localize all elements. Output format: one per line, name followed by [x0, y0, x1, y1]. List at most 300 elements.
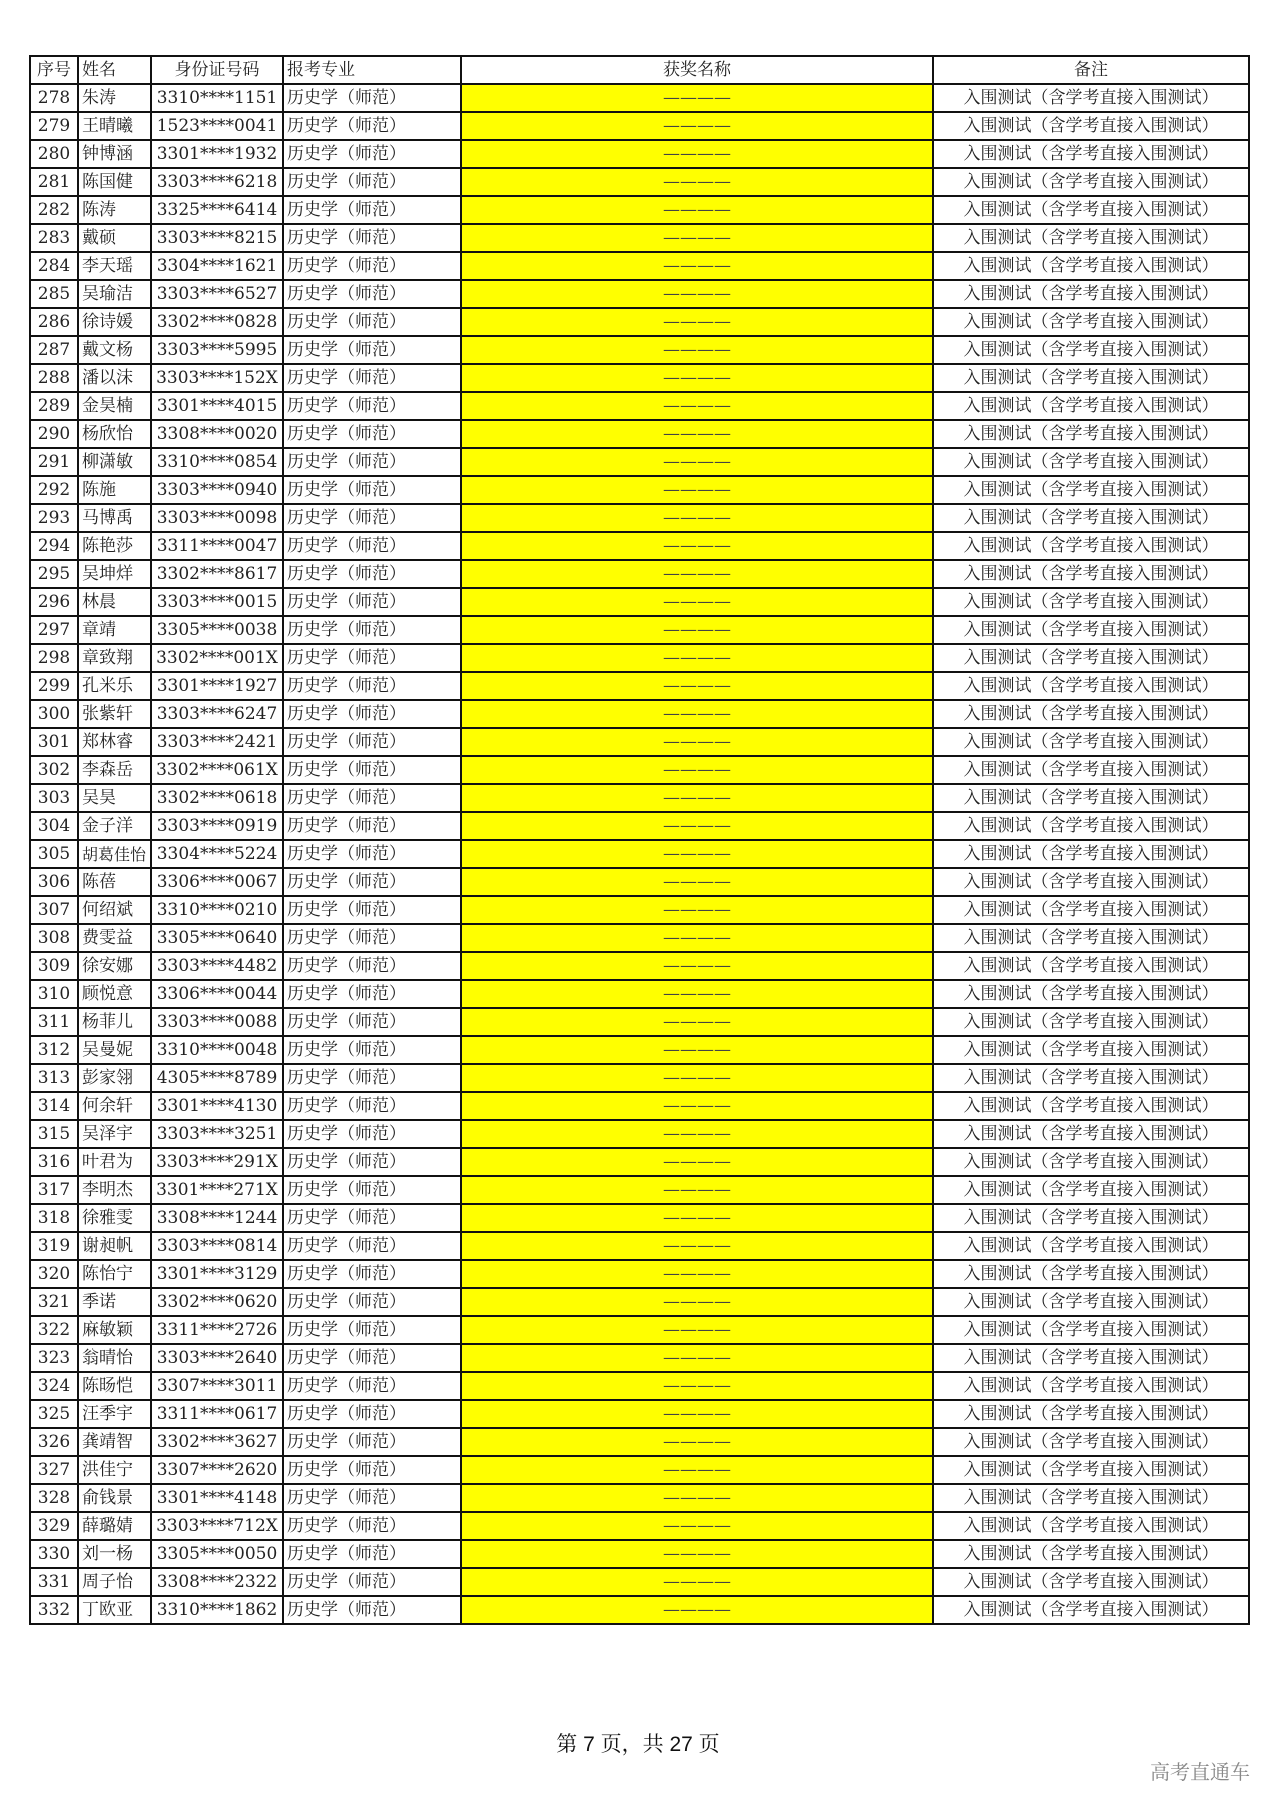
- row-index: 284: [30, 252, 78, 280]
- row-index: 314: [30, 1092, 78, 1120]
- row-index: 299: [30, 672, 78, 700]
- table-body: [30, 84, 1249, 1624]
- row-major: 历史学（师范）: [283, 1064, 461, 1092]
- row-note: 入围测试（含学考直接入围测试）: [933, 980, 1249, 1008]
- row-major: 历史学（师范）: [283, 252, 461, 280]
- row-note: 入围测试（含学考直接入围测试）: [933, 1008, 1249, 1036]
- row-index: 291: [30, 448, 78, 476]
- row-id-number: 3302****0828: [151, 308, 283, 336]
- row-award: ————: [461, 308, 933, 336]
- row-index: 286: [30, 308, 78, 336]
- row-name: 吴瑜洁: [78, 280, 151, 308]
- row-name: 吴昊: [78, 784, 151, 812]
- row-id-number: 3303****2640: [151, 1344, 283, 1372]
- row-major: 历史学（师范）: [283, 308, 461, 336]
- row-major: 历史学（师范）: [283, 700, 461, 728]
- results-table: [29, 55, 1250, 1625]
- row-name: 杨欣怡: [78, 420, 151, 448]
- header-id-number: 身份证号码: [151, 56, 283, 84]
- row-major: 历史学（师范）: [283, 1568, 461, 1596]
- row-award: ————: [461, 336, 933, 364]
- table-row: [30, 1260, 1249, 1288]
- row-index: 279: [30, 112, 78, 140]
- row-index: 312: [30, 1036, 78, 1064]
- row-award: ————: [461, 532, 933, 560]
- row-id-number: 4305****8789: [151, 1064, 283, 1092]
- row-note: 入围测试（含学考直接入围测试）: [933, 1316, 1249, 1344]
- table-row: [30, 616, 1249, 644]
- row-name: 杨菲儿: [78, 1008, 151, 1036]
- row-note: 入围测试（含学考直接入围测试）: [933, 1372, 1249, 1400]
- row-award: ————: [461, 1568, 933, 1596]
- row-major: 历史学（师范）: [283, 924, 461, 952]
- table-row: [30, 140, 1249, 168]
- row-index: 298: [30, 644, 78, 672]
- row-id-number: 3303****152X: [151, 364, 283, 392]
- row-id-number: 3305****0050: [151, 1540, 283, 1568]
- row-note: 入围测试（含学考直接入围测试）: [933, 756, 1249, 784]
- row-id-number: 3303****6527: [151, 280, 283, 308]
- row-note: 入围测试（含学考直接入围测试）: [933, 392, 1249, 420]
- table-row: [30, 1204, 1249, 1232]
- row-note: 入围测试（含学考直接入围测试）: [933, 588, 1249, 616]
- row-major: 历史学（师范）: [283, 196, 461, 224]
- row-id-number: 3308****0020: [151, 420, 283, 448]
- table-row: [30, 1092, 1249, 1120]
- table-row: [30, 1596, 1249, 1624]
- row-note: 入围测试（含学考直接入围测试）: [933, 1232, 1249, 1260]
- row-note: 入围测试（含学考直接入围测试）: [933, 1512, 1249, 1540]
- row-name: 章靖: [78, 616, 151, 644]
- row-major: 历史学（师范）: [283, 1456, 461, 1484]
- row-award: ————: [461, 504, 933, 532]
- row-id-number: 3302****0620: [151, 1288, 283, 1316]
- row-name: 陈旸恺: [78, 1372, 151, 1400]
- table-row: [30, 840, 1249, 868]
- row-note: 入围测试（含学考直接入围测试）: [933, 140, 1249, 168]
- row-index: 295: [30, 560, 78, 588]
- row-id-number: 3311****0047: [151, 532, 283, 560]
- row-note: 入围测试（含学考直接入围测试）: [933, 1484, 1249, 1512]
- row-award: ————: [461, 420, 933, 448]
- row-award: ————: [461, 392, 933, 420]
- row-id-number: 3310****1862: [151, 1596, 283, 1624]
- row-id-number: 3301****1927: [151, 672, 283, 700]
- row-note: 入围测试（含学考直接入围测试）: [933, 1540, 1249, 1568]
- row-award: ————: [461, 1064, 933, 1092]
- table-row: [30, 196, 1249, 224]
- row-note: 入围测试（含学考直接入围测试）: [933, 1568, 1249, 1596]
- row-major: 历史学（师范）: [283, 588, 461, 616]
- row-note: 入围测试（含学考直接入围测试）: [933, 476, 1249, 504]
- table-row: [30, 1372, 1249, 1400]
- watermark: 高考直通车: [1150, 1762, 1250, 1784]
- row-major: 历史学（师范）: [283, 1204, 461, 1232]
- row-note: 入围测试（含学考直接入围测试）: [933, 1204, 1249, 1232]
- row-index: 301: [30, 728, 78, 756]
- row-index: 327: [30, 1456, 78, 1484]
- row-id-number: 3303****0940: [151, 476, 283, 504]
- table-row: [30, 448, 1249, 476]
- table-row: [30, 812, 1249, 840]
- row-note: 入围测试（含学考直接入围测试）: [933, 616, 1249, 644]
- row-id-number: 3305****0038: [151, 616, 283, 644]
- row-major: 历史学（师范）: [283, 168, 461, 196]
- row-award: ————: [461, 252, 933, 280]
- table-row: [30, 1176, 1249, 1204]
- row-major: 历史学（师范）: [283, 784, 461, 812]
- row-index: 325: [30, 1400, 78, 1428]
- row-award: ————: [461, 224, 933, 252]
- row-index: 307: [30, 896, 78, 924]
- row-name: 麻敏颖: [78, 1316, 151, 1344]
- row-award: ————: [461, 560, 933, 588]
- row-name: 孔米乐: [78, 672, 151, 700]
- row-award: ————: [461, 812, 933, 840]
- row-id-number: 3303****8215: [151, 224, 283, 252]
- row-award: ————: [461, 924, 933, 952]
- row-index: 290: [30, 420, 78, 448]
- table-row: [30, 1456, 1249, 1484]
- table-row: [30, 1428, 1249, 1456]
- page-number: 第 7 页，共 27 页: [556, 1733, 720, 1756]
- row-name: 马博禹: [78, 504, 151, 532]
- table-row: [30, 1316, 1249, 1344]
- row-award: ————: [461, 1400, 933, 1428]
- row-award: ————: [461, 1344, 933, 1372]
- row-award: ————: [461, 1372, 933, 1400]
- table-row: [30, 1568, 1249, 1596]
- row-note: 入围测试（含学考直接入围测试）: [933, 1596, 1249, 1624]
- row-award: ————: [461, 868, 933, 896]
- row-major: 历史学（师范）: [283, 1428, 461, 1456]
- row-name: 翁晴怡: [78, 1344, 151, 1372]
- row-award: ————: [461, 784, 933, 812]
- row-index: 304: [30, 812, 78, 840]
- row-note: 入围测试（含学考直接入围测试）: [933, 84, 1249, 112]
- row-name: 丁欧亚: [78, 1596, 151, 1624]
- row-note: 入围测试（含学考直接入围测试）: [933, 532, 1249, 560]
- row-major: 历史学（师范）: [283, 140, 461, 168]
- row-note: 入围测试（含学考直接入围测试）: [933, 1456, 1249, 1484]
- row-major: 历史学（师范）: [283, 644, 461, 672]
- row-name: 刘一杨: [78, 1540, 151, 1568]
- table-row: [30, 168, 1249, 196]
- row-index: 318: [30, 1204, 78, 1232]
- row-name: 汪季宇: [78, 1400, 151, 1428]
- row-award: ————: [461, 168, 933, 196]
- row-name: 徐诗媛: [78, 308, 151, 336]
- row-major: 历史学（师范）: [283, 1008, 461, 1036]
- table-row: [30, 700, 1249, 728]
- row-name: 徐安娜: [78, 952, 151, 980]
- row-note: 入围测试（含学考直接入围测试）: [933, 840, 1249, 868]
- row-award: ————: [461, 672, 933, 700]
- row-index: 322: [30, 1316, 78, 1344]
- row-award: ————: [461, 1484, 933, 1512]
- row-name: 吴曼妮: [78, 1036, 151, 1064]
- row-name: 朱涛: [78, 84, 151, 112]
- row-major: 历史学（师范）: [283, 1372, 461, 1400]
- row-major: 历史学（师范）: [283, 1036, 461, 1064]
- row-index: 289: [30, 392, 78, 420]
- row-award: ————: [461, 1120, 933, 1148]
- row-award: ————: [461, 616, 933, 644]
- row-award: ————: [461, 1456, 933, 1484]
- row-index: 316: [30, 1148, 78, 1176]
- row-award: ————: [461, 756, 933, 784]
- row-index: 287: [30, 336, 78, 364]
- table-row: [30, 728, 1249, 756]
- table-row: [30, 1036, 1249, 1064]
- row-id-number: 3301****4130: [151, 1092, 283, 1120]
- row-award: ————: [461, 1232, 933, 1260]
- row-note: 入围测试（含学考直接入围测试）: [933, 644, 1249, 672]
- row-id-number: 3303****2421: [151, 728, 283, 756]
- row-name: 龚靖智: [78, 1428, 151, 1456]
- row-index: 297: [30, 616, 78, 644]
- row-id-number: 3310****1151: [151, 84, 283, 112]
- row-id-number: 3301****271X: [151, 1176, 283, 1204]
- row-id-number: 3325****6414: [151, 196, 283, 224]
- row-note: 入围测试（含学考直接入围测试）: [933, 1176, 1249, 1204]
- row-major: 历史学（师范）: [283, 1232, 461, 1260]
- table-row: [30, 476, 1249, 504]
- row-major: 历史学（师范）: [283, 280, 461, 308]
- row-id-number: 3306****0044: [151, 980, 283, 1008]
- row-index: 306: [30, 868, 78, 896]
- row-note: 入围测试（含学考直接入围测试）: [933, 1344, 1249, 1372]
- row-index: 285: [30, 280, 78, 308]
- table-row: [30, 588, 1249, 616]
- table-row: [30, 532, 1249, 560]
- row-major: 历史学（师范）: [283, 336, 461, 364]
- row-name: 胡葛佳怡: [78, 840, 151, 868]
- table-row: [30, 672, 1249, 700]
- row-id-number: 3307****2620: [151, 1456, 283, 1484]
- row-index: 317: [30, 1176, 78, 1204]
- row-note: 入围测试（含学考直接入围测试）: [933, 224, 1249, 252]
- row-award: ————: [461, 140, 933, 168]
- row-name: 李天瑶: [78, 252, 151, 280]
- row-id-number: 3303****0015: [151, 588, 283, 616]
- row-note: 入围测试（含学考直接入围测试）: [933, 112, 1249, 140]
- row-note: 入围测试（含学考直接入围测试）: [933, 952, 1249, 980]
- table-row: [30, 1064, 1249, 1092]
- row-award: ————: [461, 896, 933, 924]
- row-major: 历史学（师范）: [283, 840, 461, 868]
- row-award: ————: [461, 476, 933, 504]
- row-note: 入围测试（含学考直接入围测试）: [933, 1428, 1249, 1456]
- row-note: 入围测试（含学考直接入围测试）: [933, 1400, 1249, 1428]
- row-major: 历史学（师范）: [283, 1148, 461, 1176]
- row-index: 323: [30, 1344, 78, 1372]
- row-note: 入围测试（含学考直接入围测试）: [933, 700, 1249, 728]
- row-award: ————: [461, 196, 933, 224]
- row-note: 入围测试（含学考直接入围测试）: [933, 924, 1249, 952]
- row-major: 历史学（师范）: [283, 1260, 461, 1288]
- row-note: 入围测试（含学考直接入围测试）: [933, 168, 1249, 196]
- row-id-number: 3306****0067: [151, 868, 283, 896]
- table-row: [30, 784, 1249, 812]
- row-major: 历史学（师范）: [283, 392, 461, 420]
- header-name: 姓名: [78, 56, 151, 84]
- row-name: 谢昶帆: [78, 1232, 151, 1260]
- row-major: 历史学（师范）: [283, 1176, 461, 1204]
- row-index: 311: [30, 1008, 78, 1036]
- row-index: 313: [30, 1064, 78, 1092]
- row-name: 潘以沫: [78, 364, 151, 392]
- row-award: ————: [461, 1596, 933, 1624]
- row-id-number: 3308****2322: [151, 1568, 283, 1596]
- table-row: [30, 1400, 1249, 1428]
- row-name: 柳潇敏: [78, 448, 151, 476]
- row-index: 293: [30, 504, 78, 532]
- row-award: ————: [461, 1512, 933, 1540]
- row-major: 历史学（师范）: [283, 1540, 461, 1568]
- table-row: [30, 280, 1249, 308]
- table-row: [30, 1288, 1249, 1316]
- table-row: [30, 1344, 1249, 1372]
- row-award: ————: [461, 728, 933, 756]
- table-row: [30, 896, 1249, 924]
- table-row: [30, 364, 1249, 392]
- row-award: ————: [461, 1148, 933, 1176]
- row-index: 294: [30, 532, 78, 560]
- row-name: 何绍斌: [78, 896, 151, 924]
- row-major: 历史学（师范）: [283, 868, 461, 896]
- row-name: 顾悦意: [78, 980, 151, 1008]
- row-note: 入围测试（含学考直接入围测试）: [933, 1120, 1249, 1148]
- header-note: 备注: [933, 56, 1249, 84]
- row-id-number: 3311****2726: [151, 1316, 283, 1344]
- row-major: 历史学（师范）: [283, 1344, 461, 1372]
- row-name: 陈怡宁: [78, 1260, 151, 1288]
- row-award: ————: [461, 364, 933, 392]
- row-note: 入围测试（含学考直接入围测试）: [933, 504, 1249, 532]
- row-name: 章致翔: [78, 644, 151, 672]
- row-award: ————: [461, 1036, 933, 1064]
- row-id-number: 3302****061X: [151, 756, 283, 784]
- row-id-number: 3302****001X: [151, 644, 283, 672]
- row-name: 季诺: [78, 1288, 151, 1316]
- row-note: 入围测试（含学考直接入围测试）: [933, 896, 1249, 924]
- row-id-number: 3304****1621: [151, 252, 283, 280]
- row-note: 入围测试（含学考直接入围测试）: [933, 308, 1249, 336]
- row-major: 历史学（师范）: [283, 224, 461, 252]
- row-award: ————: [461, 1316, 933, 1344]
- row-index: 332: [30, 1596, 78, 1624]
- row-index: 330: [30, 1540, 78, 1568]
- row-id-number: 3303****5995: [151, 336, 283, 364]
- row-index: 320: [30, 1260, 78, 1288]
- row-index: 292: [30, 476, 78, 504]
- row-id-number: 3301****4148: [151, 1484, 283, 1512]
- row-index: 288: [30, 364, 78, 392]
- row-major: 历史学（师范）: [283, 1596, 461, 1624]
- row-index: 309: [30, 952, 78, 980]
- row-name: 陈涛: [78, 196, 151, 224]
- row-major: 历史学（师范）: [283, 952, 461, 980]
- table-row: [30, 112, 1249, 140]
- row-note: 入围测试（含学考直接入围测试）: [933, 1036, 1249, 1064]
- table-row: [30, 644, 1249, 672]
- row-note: 入围测试（含学考直接入围测试）: [933, 1092, 1249, 1120]
- row-id-number: 3305****0640: [151, 924, 283, 952]
- row-name: 薛璐婧: [78, 1512, 151, 1540]
- row-index: 308: [30, 924, 78, 952]
- row-name: 林晨: [78, 588, 151, 616]
- row-note: 入围测试（含学考直接入围测试）: [933, 672, 1249, 700]
- row-id-number: 3307****3011: [151, 1372, 283, 1400]
- table-row: [30, 1484, 1249, 1512]
- row-index: 319: [30, 1232, 78, 1260]
- row-id-number: 3303****6247: [151, 700, 283, 728]
- row-name: 张紫轩: [78, 700, 151, 728]
- row-major: 历史学（师范）: [283, 1400, 461, 1428]
- row-major: 历史学（师范）: [283, 1512, 461, 1540]
- row-index: 283: [30, 224, 78, 252]
- row-id-number: 3301****4015: [151, 392, 283, 420]
- row-major: 历史学（师范）: [283, 728, 461, 756]
- row-index: 315: [30, 1120, 78, 1148]
- row-note: 入围测试（含学考直接入围测试）: [933, 868, 1249, 896]
- row-id-number: 3310****0854: [151, 448, 283, 476]
- row-id-number: 3303****0088: [151, 1008, 283, 1036]
- row-note: 入围测试（含学考直接入围测试）: [933, 560, 1249, 588]
- row-index: 328: [30, 1484, 78, 1512]
- row-major: 历史学（师范）: [283, 364, 461, 392]
- row-name: 王晴曦: [78, 112, 151, 140]
- row-index: 321: [30, 1288, 78, 1316]
- row-name: 陈施: [78, 476, 151, 504]
- row-major: 历史学（师范）: [283, 1092, 461, 1120]
- table-row: [30, 1008, 1249, 1036]
- row-name: 洪佳宁: [78, 1456, 151, 1484]
- row-id-number: 3302****8617: [151, 560, 283, 588]
- table-row: [30, 1120, 1249, 1148]
- row-id-number: 3303****712X: [151, 1512, 283, 1540]
- row-award: ————: [461, 448, 933, 476]
- row-index: 331: [30, 1568, 78, 1596]
- row-index: 302: [30, 756, 78, 784]
- table-row: [30, 1148, 1249, 1176]
- row-award: ————: [461, 1260, 933, 1288]
- row-id-number: 3308****1244: [151, 1204, 283, 1232]
- row-major: 历史学（师范）: [283, 448, 461, 476]
- header-index: 序号: [30, 56, 78, 84]
- row-name: 吴泽宇: [78, 1120, 151, 1148]
- table-row: [30, 308, 1249, 336]
- row-award: ————: [461, 1176, 933, 1204]
- row-award: ————: [461, 980, 933, 1008]
- row-name: 李明杰: [78, 1176, 151, 1204]
- row-award: ————: [461, 700, 933, 728]
- row-major: 历史学（师范）: [283, 672, 461, 700]
- row-name: 金子洋: [78, 812, 151, 840]
- row-index: 296: [30, 588, 78, 616]
- row-award: ————: [461, 1428, 933, 1456]
- row-index: 305: [30, 840, 78, 868]
- table-row: [30, 504, 1249, 532]
- row-award: ————: [461, 840, 933, 868]
- row-name: 徐雅雯: [78, 1204, 151, 1232]
- row-note: 入围测试（含学考直接入围测试）: [933, 1260, 1249, 1288]
- row-id-number: 3310****0048: [151, 1036, 283, 1064]
- row-major: 历史学（师范）: [283, 532, 461, 560]
- row-id-number: 3302****0618: [151, 784, 283, 812]
- row-award: ————: [461, 1540, 933, 1568]
